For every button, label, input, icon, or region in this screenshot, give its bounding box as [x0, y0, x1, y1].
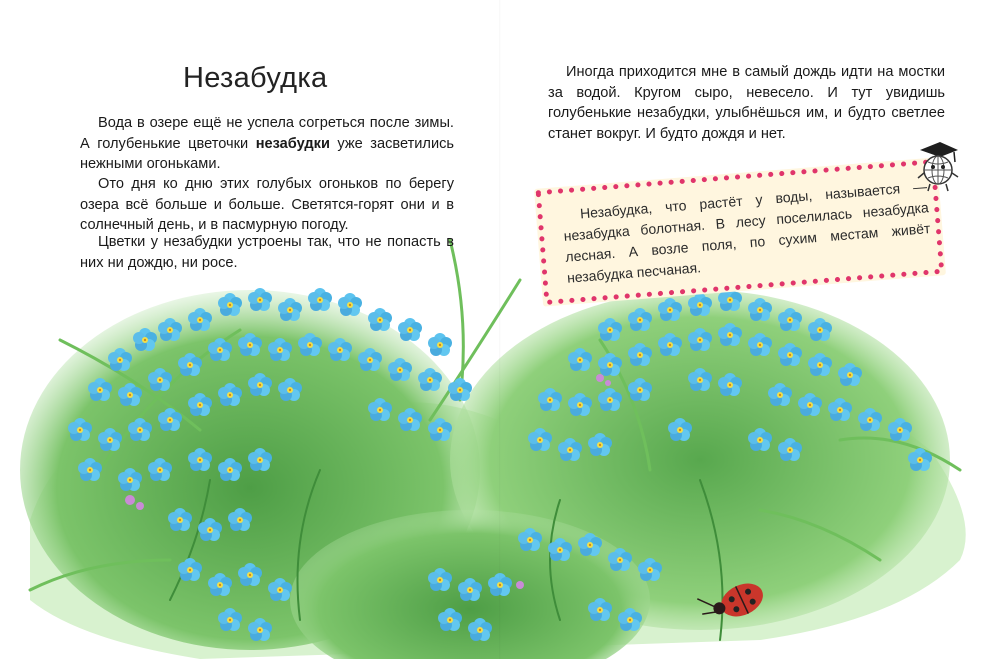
right-paragraph — [548, 62, 945, 144]
paragraph-3 — [80, 232, 454, 273]
paragraph-1-bold-term: незабудки — [255, 135, 330, 152]
paragraph-3-text: Цветки у незабудки устроены так, что не попасть в них ни дождю, ни росе. — [80, 234, 454, 271]
paragraph-1 — [80, 113, 454, 175]
paragraph-1-text-b: уже засветились нежными огоньками. — [80, 135, 454, 172]
ladybug-beetle-icon — [695, 573, 768, 632]
paragraph-2 — [80, 174, 454, 236]
info-note-card — [534, 157, 946, 306]
globe-scholar-mascot-icon — [916, 140, 960, 192]
paragraph-1-text-a: Вода в озере ещё не успела согреться после зимы. А голубенькие цветочки — [80, 115, 454, 152]
paragraph-2-text: Ото дня ко дню этих голубых огоньков по берегу озера всё больше и больше. Светятся-горят они и в солнечный день, и в пасмурную погоду. — [80, 176, 454, 233]
right-paragraph-text: Иногда приходится мне в самый дождь идти на мостки за водой. Кругом сыро, невесело. И тут увидишь голубенькие незабудки, улыбнёшься им, и будто светлее станет вокруг. И будто дождя и нет. — [548, 64, 945, 142]
page-title: Незабудка — [183, 62, 328, 94]
info-note-content: Незабудка, что растёт у воды, называется — незабудка болотная. В лесу поселилась незабудка лесная. А возле поля, по сухим местам живёт незабудка песчаная. — [563, 178, 931, 286]
